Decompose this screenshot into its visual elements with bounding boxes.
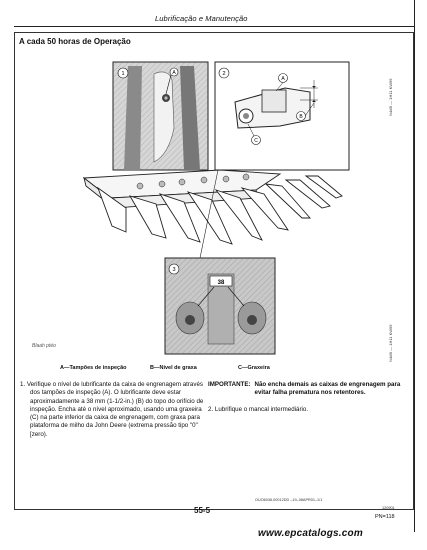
inset2-callout-a: A: [281, 76, 285, 82]
legend-a: A—Tampões de inspeção: [60, 365, 127, 371]
side-code-top: N4#B — 1H11 KW99: [388, 78, 393, 116]
print-date: 120901: [382, 506, 395, 510]
instructions-left-column: [20, 381, 205, 439]
inset2-callout-b: B: [299, 114, 303, 120]
document-reference: OUO6036,00012DD –19–08APR01–1/1: [255, 498, 323, 502]
important-note: [208, 381, 408, 398]
website-footer: www.epcatalogs.com: [258, 528, 363, 539]
legend-c: C—Graxeira: [238, 365, 270, 371]
right-border-line: [414, 0, 415, 532]
inset1-callout-a: A: [172, 70, 176, 76]
page-header-title: Lubrificação e Manutenção: [155, 14, 248, 23]
section-title: A cada 50 horas de Operação: [19, 37, 131, 46]
page-number: 55-5: [194, 506, 211, 515]
step-1-text: 1. Verifique o nível de lubrificante da caixa de engrenagem através dos tampões de inspeção (A). O lubrificante deve estar aproximadamente a 38 mm (1-1/2-in.) (B) do topo do orifício de inspeção. Encha até o nível aproximado, usando uma graxeira (C) na parte inferior da caixa de engrenagem, com graxa para plataforma de milho da John Deere (extrema pressão tipo "0" [zero).: [20, 381, 204, 438]
pn-number: PN=118: [375, 514, 395, 520]
gearbox-illustration: [70, 58, 370, 358]
inset1-number: 1: [121, 71, 125, 77]
inset2-number: 2: [222, 71, 226, 77]
important-label: IMPORTANTE:: [208, 381, 251, 388]
inset-drawing-2: [215, 62, 349, 170]
inset3-number: 3: [172, 267, 176, 273]
important-text: Não encha demais as caixas de engrenagem para evitar falha prematura nos retentores.: [254, 381, 401, 397]
illustration-signature: Blaah ptéo: [32, 343, 56, 349]
step-2-text: 2. Lubrifique o mancal intermediário.: [208, 405, 309, 413]
instructions-right-column: [208, 381, 408, 414]
gauge-label: 38: [217, 280, 225, 286]
legend-b: B—Nível de graxa: [150, 365, 197, 371]
inset-photo-3: [165, 258, 275, 354]
inset2-callout-c: C: [254, 138, 258, 144]
side-code-bottom: N4#B — 1H11 KW99: [388, 324, 393, 362]
inset-photo-1: [113, 62, 208, 170]
corn-head-drawing: [84, 170, 342, 258]
header-divider: [14, 26, 414, 27]
